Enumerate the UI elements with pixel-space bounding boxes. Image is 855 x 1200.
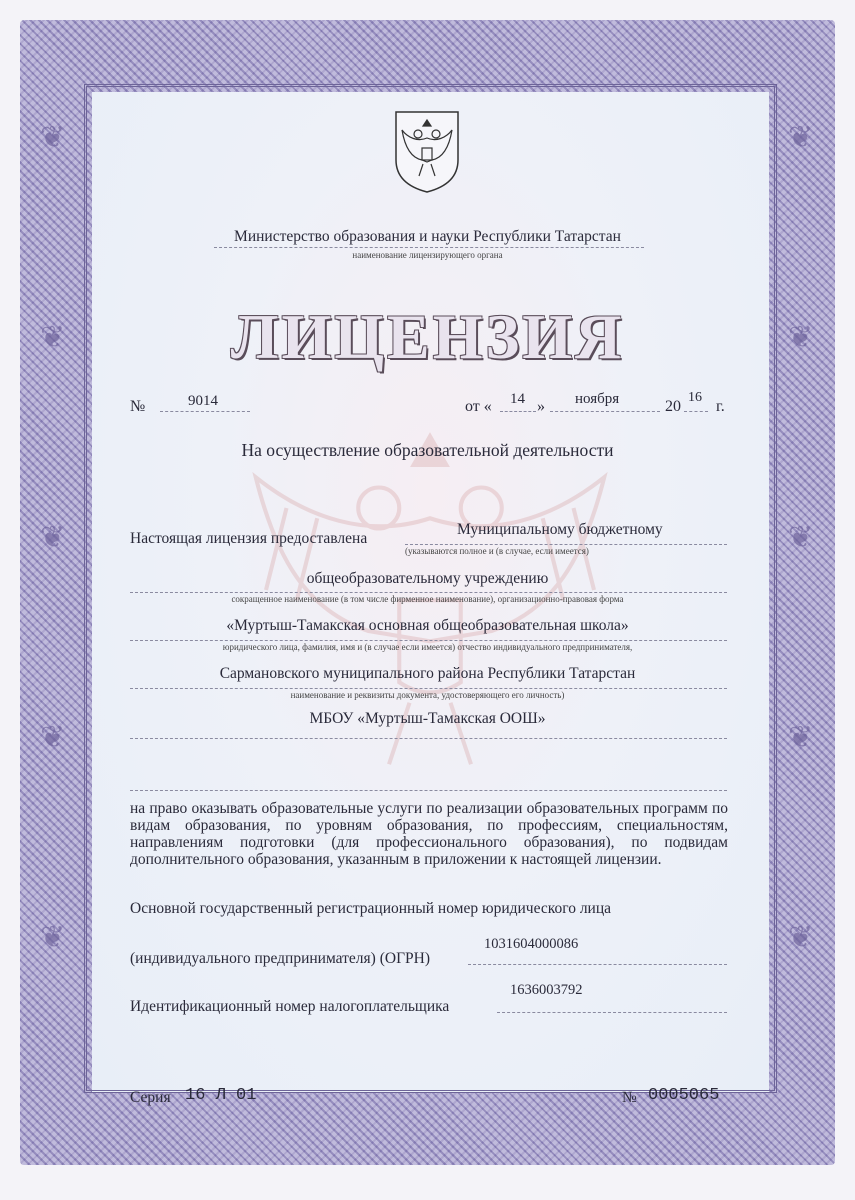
ornament-icon: ❦: [788, 521, 814, 554]
date-year-suffix: 16: [688, 390, 702, 405]
ogrn-label-1: Основной государственный регистрационный номер юридического лица: [130, 900, 612, 917]
series-label: Серия: [130, 1089, 171, 1106]
divider: [497, 1012, 727, 1013]
rights-paragraph: на право оказывать образовательные услуги по реализации образовательных программ по видам образования, по уровням образования, по профессиям, специальностям, направлениям подготовки (для профессионального образования), по подвидам дополнительного образования, указанным в приложении к настоящей лицензии.: [130, 800, 728, 868]
date-from-label: от «: [465, 398, 492, 415]
caption-1: (указываются полное и (в случае, если имеется): [405, 546, 589, 556]
ornament-icon: ❦: [788, 321, 814, 354]
divider: [405, 544, 727, 545]
divider: [160, 411, 250, 412]
inn-label: Идентификационный номер налогоплательщика: [130, 998, 450, 1015]
divider: [130, 640, 727, 641]
form-number-label: №: [622, 1089, 637, 1106]
divider: [214, 247, 644, 248]
issuing-authority: Министерство образования и науки Республики Татарстан: [234, 228, 621, 245]
ornament-icon: ❦: [40, 521, 66, 554]
ornament-icon: ❦: [40, 321, 66, 354]
date-day-close: »: [537, 398, 545, 415]
series-value: 16 Л 01: [185, 1086, 257, 1105]
ornament-icon: ❦: [40, 721, 66, 754]
ornament-icon: ❦: [40, 921, 66, 954]
caption-2: сокращенное наименование (в том числе фирменное наименование), организационно-правовая форма: [231, 594, 624, 604]
licensee-line-4: Сармановского муниципального района Республики Татарстан: [219, 665, 636, 682]
caption-4: наименование и реквизиты документа, удостоверяющего его личность): [290, 690, 565, 700]
divider: [130, 790, 727, 791]
date-month: ноября: [575, 391, 620, 407]
license-number: 9014: [188, 393, 218, 409]
form-number-value: 0005065: [648, 1086, 720, 1105]
date-year-prefix: 20: [665, 398, 681, 415]
ornament-icon: ❦: [788, 721, 814, 754]
document-title: ЛИЦЕНЗИЯ: [230, 301, 625, 372]
date-day: 14: [510, 391, 525, 407]
ogrn-value: 1031604000086: [484, 936, 579, 952]
divider: [130, 592, 727, 593]
authority-caption: наименование лицензирующего органа: [352, 250, 503, 260]
licensee-line-5: МБОУ «Муртыш-Тамакская ООШ»: [309, 710, 546, 727]
ornament-icon: ❦: [788, 921, 814, 954]
ornament-icon: ❦: [40, 121, 66, 154]
licensee-line-2: общеобразовательному учреждению: [306, 570, 549, 587]
divider: [130, 738, 727, 739]
divider: [500, 411, 536, 412]
licensee-line-3: «Муртыш-Тамакская основная общеобразовательная школа»: [226, 617, 629, 634]
ornament-icon: ❦: [788, 121, 814, 154]
date-year-unit: г.: [716, 398, 725, 415]
grant-label: Настоящая лицензия предоставлена: [130, 530, 368, 547]
number-label: №: [130, 398, 146, 415]
ogrn-label-2: (индивидуального предпринимателя) (ОГРН): [130, 950, 431, 967]
license-purpose: На осуществление образовательной деятельности: [241, 440, 614, 460]
divider: [130, 688, 727, 689]
caption-3: юридического лица, фамилия, имя и (в случае если имеется) отчество индивидуального предпринимателя,: [222, 642, 633, 652]
divider: [468, 964, 727, 965]
inn-value: 1636003792: [510, 982, 583, 998]
coat-of-arms-icon: [392, 108, 462, 194]
divider: [684, 411, 708, 412]
divider: [550, 411, 660, 412]
licensee-line-1: Муниципальному бюджетному: [457, 521, 663, 538]
